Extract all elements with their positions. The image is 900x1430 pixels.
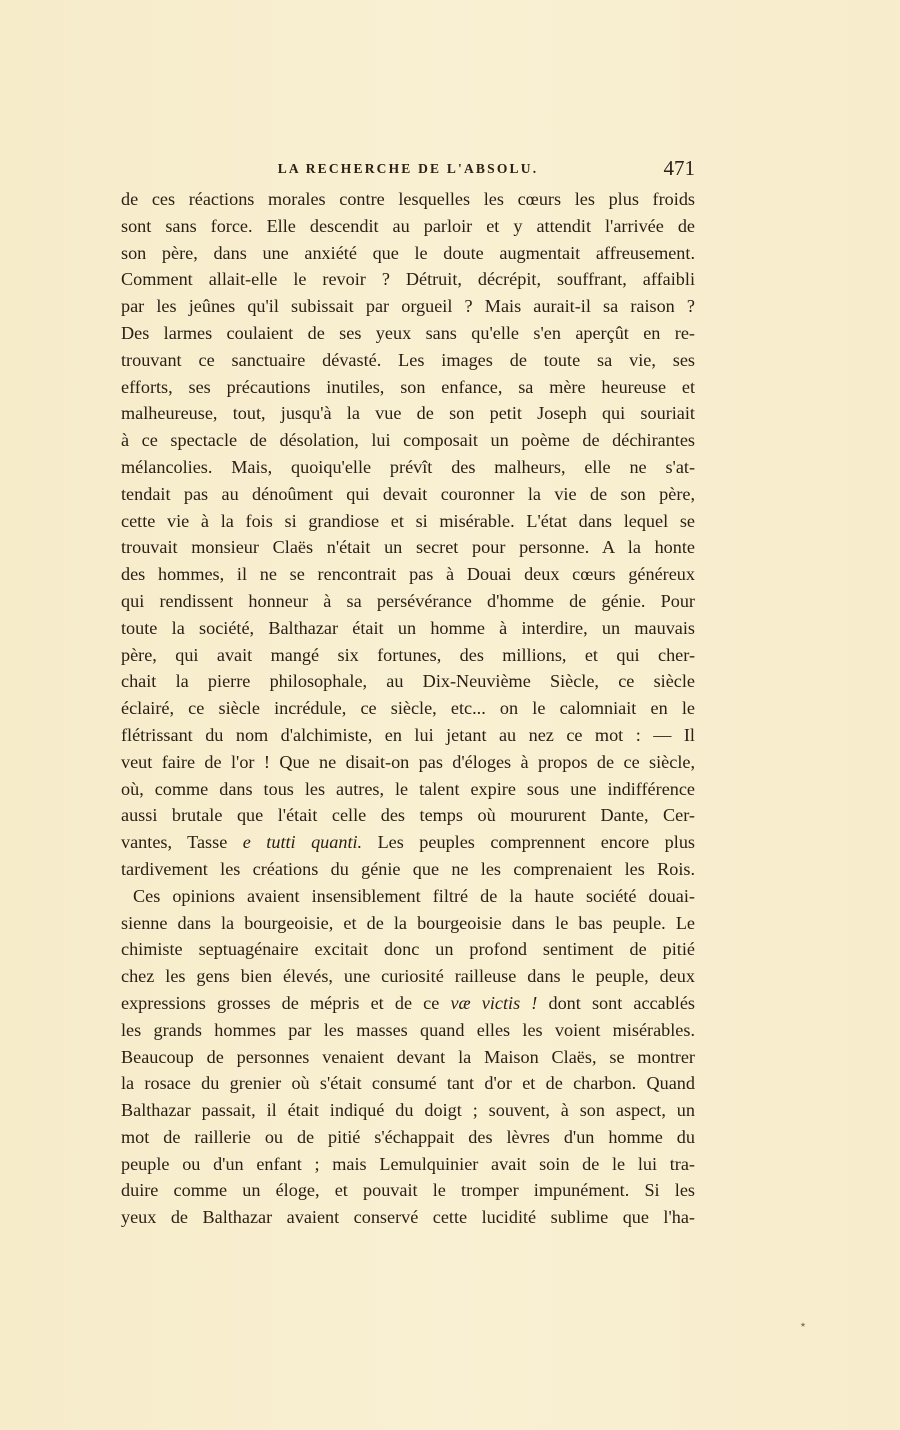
text-segment: chez les gens bien élevés, une curiosité railleuse dans le peuple, deux [121, 966, 695, 987]
text-segment: flétrissant du nom d'alchimiste, en lui jetant au nez ce mot : — Il [121, 724, 695, 745]
text-segment: chait la pierre philosophale, au Dix-Neuvième Siècle, ce siècle [121, 671, 695, 692]
text-line [121, 347, 695, 374]
text-segment: les grands hommes par les masses quand elles les voient misérables. [121, 1019, 695, 1040]
text-line [121, 320, 695, 347]
running-head [121, 156, 695, 180]
text-segment: tendait pas au dénoûment qui devait couronner la vie de son père, [121, 483, 695, 504]
text-segment: Des larmes coulaient de ses yeux sans qu'elle s'en aperçût en re- [121, 322, 695, 343]
text-segment: mélancolies. Mais, quoiqu'elle prévît des malheurs, elle ne s'at- [121, 456, 695, 477]
text-line [121, 1070, 695, 1097]
text-segment: efforts, ses précautions inutiles, son enfance, sa mère heureuse et [121, 376, 695, 397]
text-segment: Beaucoup de personnes venaient devant la Maison Claës, se montrer [121, 1046, 695, 1067]
text-line [121, 534, 695, 561]
text-line [121, 561, 695, 588]
text-line [121, 1204, 695, 1231]
text-segment: Balthazar passait, il était indiqué du doigt ; souvent, à son aspect, un [121, 1100, 695, 1121]
text-line [121, 374, 695, 401]
text-line [121, 186, 695, 213]
text-segment: mot de raillerie ou de pitié s'échappait des lèvres d'un homme du [121, 1126, 695, 1147]
text-segment: chimiste septuagénaire excitait donc un profond sentiment de pitié [121, 939, 695, 960]
text-segment: de ces réactions morales contre lesquelles les cœurs les plus froids [121, 189, 695, 209]
italic-text: e tutti quanti. [242, 832, 363, 853]
text-line [121, 776, 695, 803]
text-line [121, 802, 695, 829]
text-segment: son père, dans une anxiété que le doute augmentait affreusement. [121, 242, 695, 263]
text-line [121, 668, 695, 695]
text-segment: éclairé, ce siècle incrédule, ce siècle, etc... on le calomniait en le [121, 698, 695, 719]
text-line [121, 293, 695, 320]
text-line [121, 508, 695, 535]
running-head-title: LA RECHERCHE DE L'ABSOLU. [277, 161, 539, 176]
text-line [121, 936, 695, 963]
text-line [121, 1177, 695, 1204]
text-segment: malheureuse, tout, jusqu'à la vue de son petit Joseph qui souriait [121, 403, 695, 424]
text-line [121, 1124, 695, 1151]
text-line [121, 213, 695, 240]
text-line [121, 695, 695, 722]
text-segment: cette vie à la fois si grandiose et si misérable. L'état dans lequel se [121, 510, 695, 531]
text-line [121, 1151, 695, 1178]
text-segment: duire comme un éloge, et pouvait le tromper impunément. Si les [121, 1180, 695, 1201]
text-segment: yeux de Balthazar avaient conservé cette lucidité sublime que l'ha- [121, 1207, 695, 1228]
text-segment: peuple ou d'un enfant ; mais Lemulquinier avait soin de le lui tra- [121, 1153, 695, 1174]
body-text [121, 186, 695, 1231]
text-line [121, 454, 695, 481]
text-segment: toute la société, Balthazar était un homme à interdire, un mauvais [121, 617, 695, 638]
text-segment: tardivement les créations du génie que ne les comprenaient les Rois. [121, 858, 695, 879]
text-segment: expressions grosses de mépris et de ce [121, 992, 451, 1013]
text-line [121, 400, 695, 427]
text-line [121, 642, 695, 669]
text-segment: qui rendissent honneur à sa persévérance d'homme de génie. Pour [121, 590, 695, 611]
text-segment: aussi brutale que l'était celle des temps où moururent Dante, Cer- [121, 805, 695, 826]
text-line [121, 266, 695, 293]
text-line [121, 588, 695, 615]
italic-text: væ victis ! [450, 992, 538, 1013]
text-segment: père, qui avait mangé six fortunes, des millions, et qui cher- [121, 644, 695, 665]
text-line [121, 1017, 695, 1044]
text-line [121, 1097, 695, 1124]
text-line [121, 240, 695, 267]
text-line [121, 963, 695, 990]
text-line [121, 883, 695, 910]
text-line [121, 722, 695, 749]
text-line [121, 1044, 695, 1071]
text-segment: Les peuples comprennent encore plus [362, 832, 695, 853]
ink-speck: ٭ [800, 1319, 806, 1331]
text-segment: Ces opinions avaient insensiblement filtré de la haute société douai- [133, 885, 695, 906]
text-segment: trouvant ce sanctuaire dévasté. Les images de toute sa vie, ses [121, 349, 695, 370]
text-segment: sienne dans la bourgeoisie, et de la bourgeoisie dans le bas peuple. Le [121, 912, 695, 933]
text-segment: à ce spectacle de désolation, lui composait un poème de déchirantes [121, 430, 695, 451]
text-segment: dont sont accablés [537, 992, 695, 1013]
text-segment: la rosace du grenier où s'était consumé tant d'or et de charbon. Quand [121, 1073, 695, 1094]
text-segment: sont sans force. Elle descendit au parloir et y attendit l'arrivée de [121, 215, 695, 236]
text-segment: Comment allait-elle le revoir ? Détruit, décrépit, souffrant, affaibli [121, 269, 695, 290]
text-line [121, 481, 695, 508]
text-segment: où, comme dans tous les autres, le talent expire sous une indifférence [121, 778, 695, 799]
text-line [121, 427, 695, 454]
text-line [121, 990, 695, 1017]
text-line [121, 910, 695, 937]
text-segment: trouvait monsieur Claës n'était un secret pour personne. A la honte [121, 537, 695, 558]
text-segment: veut faire de l'or ! Que ne disait-on pas d'éloges à propos de ce siècle, [121, 751, 695, 772]
text-line [121, 856, 695, 883]
text-segment: vantes, Tasse [121, 832, 243, 853]
text-segment: par les jeûnes qu'il subissait par orgueil ? Mais aurait-il sa raison ? [121, 296, 695, 317]
text-segment: des hommes, il ne se rencontrait pas à Douai deux cœurs généreux [121, 564, 695, 585]
text-line [121, 829, 695, 856]
text-line [121, 615, 695, 642]
text-line [121, 749, 695, 776]
page-number: 471 [663, 156, 695, 180]
